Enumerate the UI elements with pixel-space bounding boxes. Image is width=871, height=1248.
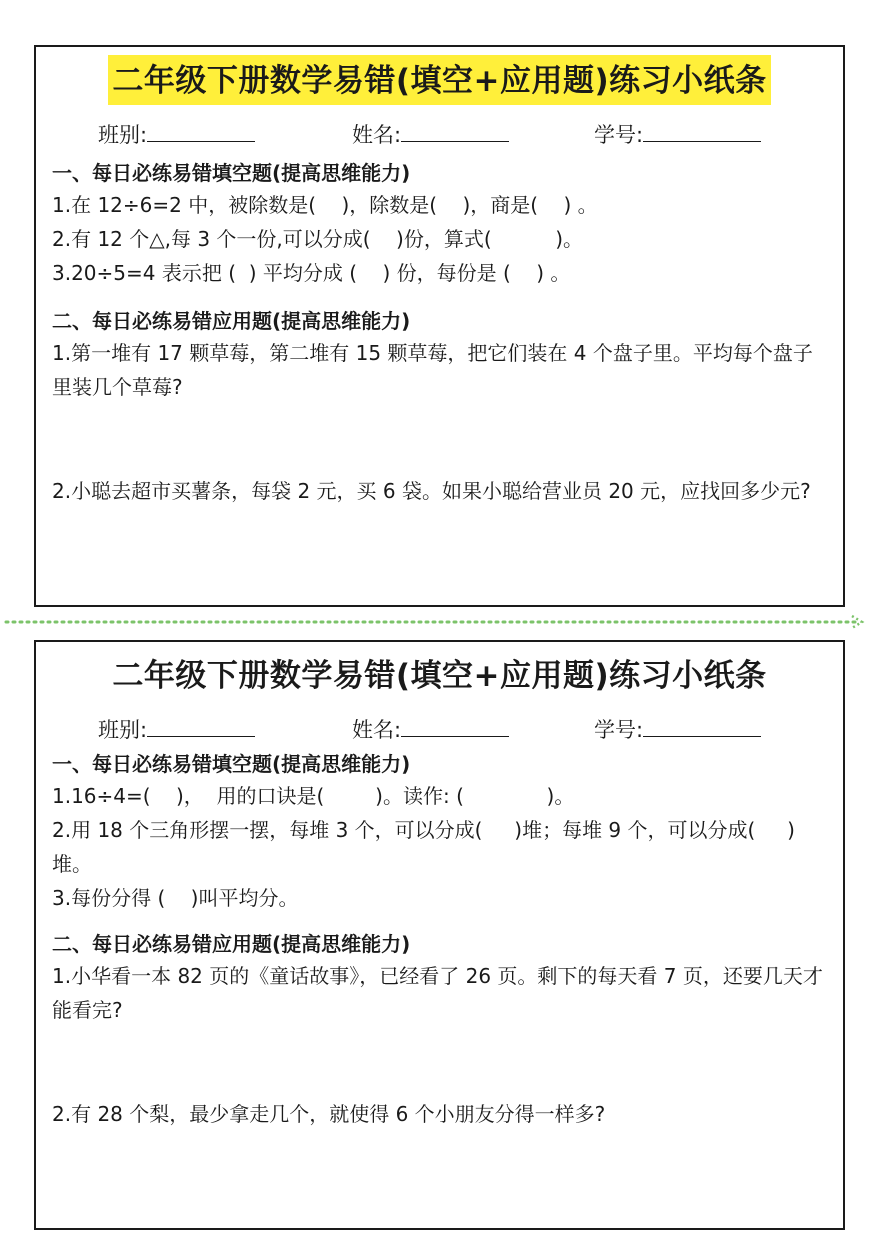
name-field[interactable] (352, 714, 509, 744)
student-id-field[interactable] (594, 714, 761, 744)
app-question-2: 2.小聪去超市买薯条，每袋 2 元，买 6 袋。如果小聪给营业员 20 元，应找回多少元? (52, 479, 811, 503)
class-label: 班别: (98, 123, 148, 147)
worksheet-title: 二年级下册数学易错(填空+应用题)练习小纸条 (112, 658, 767, 694)
app-question-1: 1.小华看一本 82 页的《童话故事》，已经看了 26 页。剩下的每天看 7 页，还要几天才能看完? (52, 964, 823, 1022)
fill-question-1: 1.在 12÷6=2 中，被除数是( )，除数是( )，商是( ) 。 (52, 193, 598, 217)
fill-question-3: 3.每份分得 ( )叫平均分。 (52, 886, 299, 910)
id-label: 学号: (594, 718, 644, 742)
class-blank[interactable] (147, 122, 255, 142)
divider-arrow (0, 614, 871, 630)
name-blank[interactable] (401, 122, 509, 142)
class-field[interactable] (98, 714, 255, 744)
worksheet-card-1 (34, 45, 845, 607)
worksheet-title (36, 55, 843, 100)
section-fill-heading: 一、每日必练易错填空题(提高思维能力) (52, 752, 411, 776)
id-blank[interactable] (643, 717, 761, 737)
app-question-2: 2.有 28 个梨，最少拿走几个，就使得 6 个小朋友分得一样多? (52, 1102, 606, 1126)
fill-question-2: 2.有 12 个△,每 3 个一份,可以分成( )份，算式( )。 (52, 227, 583, 251)
worksheet-card-2 (34, 640, 845, 1230)
student-id-field[interactable] (594, 119, 761, 149)
name-blank[interactable] (401, 717, 509, 737)
app-question-1: 1.第一堆有 17 颗草莓，第二堆有 15 颗草莓，把它们装在 4 个盘子里。平均每个盘子里装几个草莓? (52, 341, 813, 399)
name-field[interactable] (352, 119, 509, 149)
id-blank[interactable] (643, 122, 761, 142)
fill-question-3: 3.20÷5=4 表示把 ( ) 平均分成 ( ) 份，每份是 ( ) 。 (52, 261, 571, 285)
name-label: 姓名: (352, 123, 402, 147)
name-label: 姓名: (352, 718, 402, 742)
student-info-row (36, 714, 843, 744)
title-highlight: 二年级下册数学易错(填空+应用题)练习小纸条 (108, 55, 770, 105)
class-label: 班别: (98, 718, 148, 742)
section-app-heading: 二、每日必练易错应用题(提高思维能力) (52, 932, 411, 956)
section-app-heading: 二、每日必练易错应用题(提高思维能力) (52, 309, 411, 333)
fill-question-1: 1.16÷4=( )， 用的口诀是( )。读作: ( )。 (52, 784, 575, 808)
student-info-row (36, 119, 843, 149)
class-field[interactable] (98, 119, 255, 149)
section-fill-heading: 一、每日必练易错填空题(提高思维能力) (52, 161, 411, 185)
fill-question-2: 2.用 18 个三角形摆一摆，每堆 3 个，可以分成( )堆；每堆 9 个，可以分成( )堆。 (52, 818, 795, 876)
class-blank[interactable] (147, 717, 255, 737)
id-label: 学号: (594, 123, 644, 147)
